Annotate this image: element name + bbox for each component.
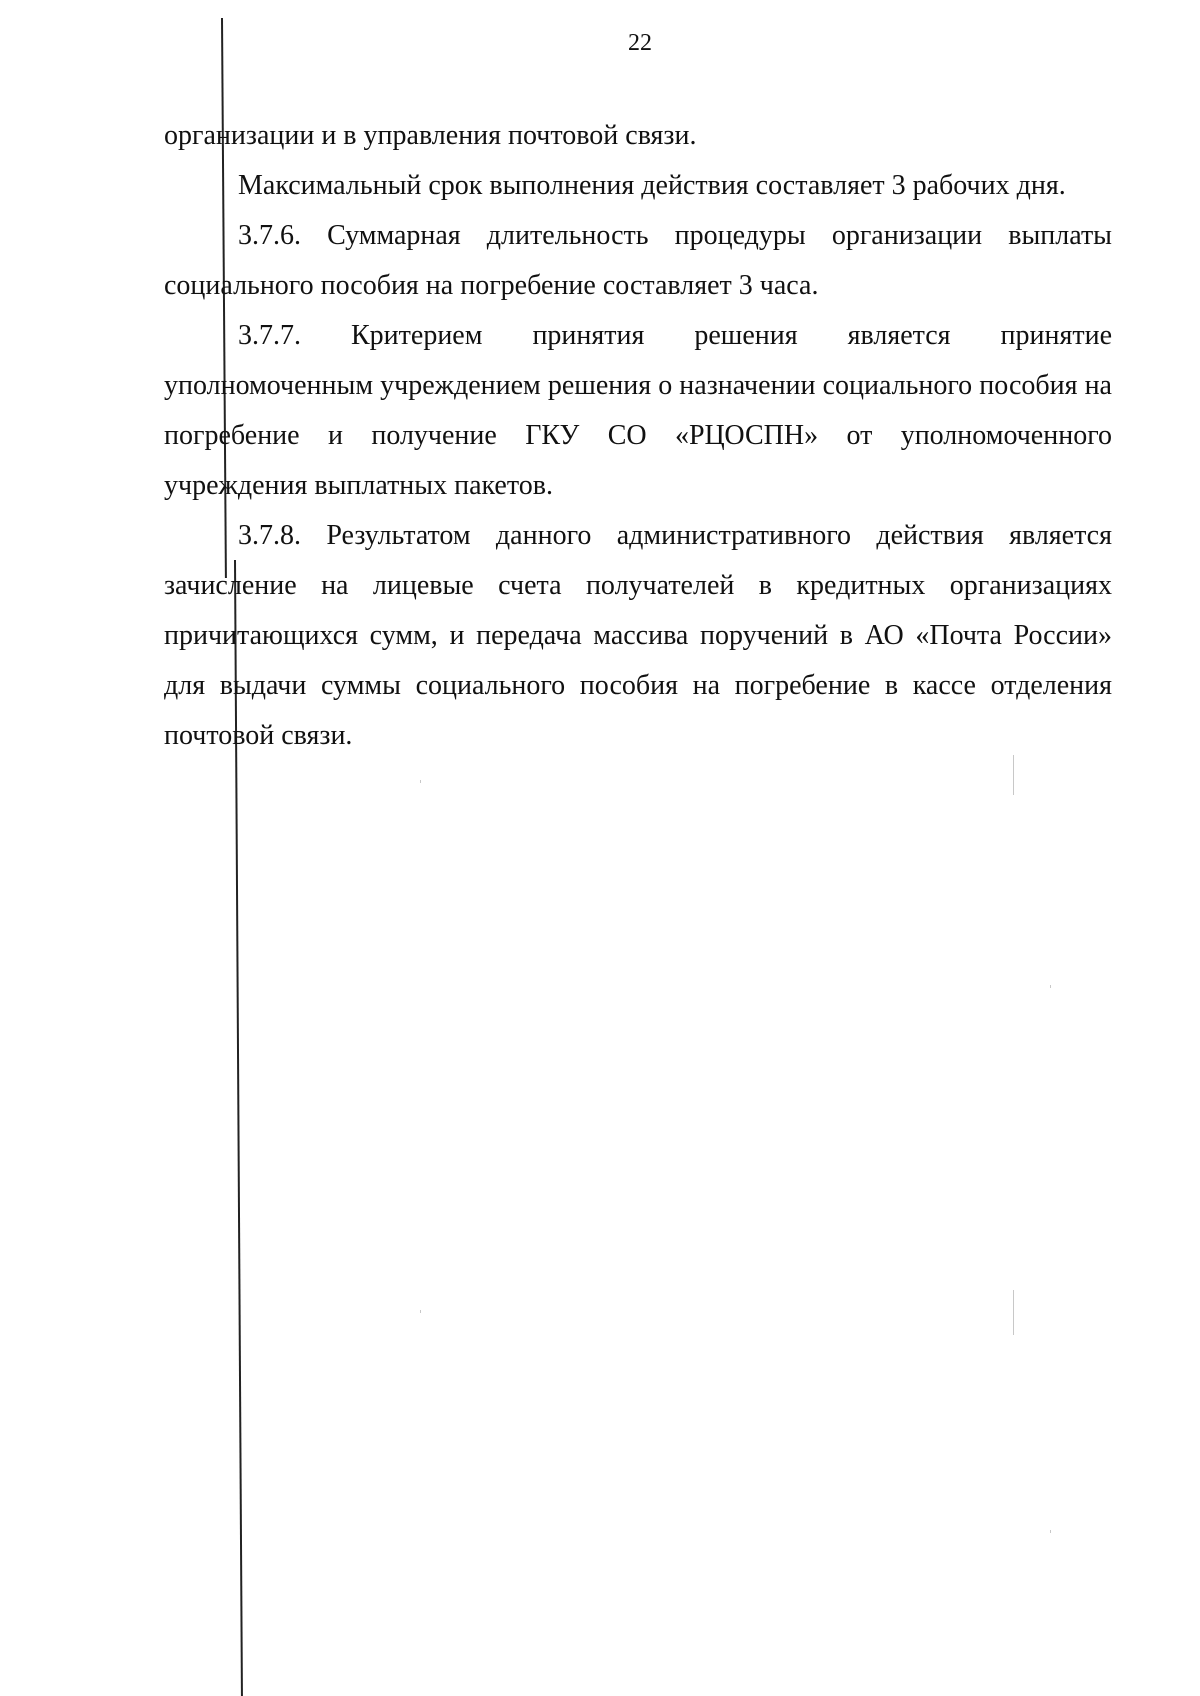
paragraph-3-7-8: 3.7.8. Результатом данного административного действия является зачисление на лицевые счета получателей в кредитных организациях причитающихся сумм, и передача массива поручений в АО «Почта России» для выдачи суммы социального пособия на погребение в кассе отделения почтовой связи.: [164, 520, 1112, 751]
page-number: 22: [628, 30, 652, 56]
document-body: [164, 111, 1112, 761]
paragraph-max-duration: Максимальный срок выполнения действия составляет 3 рабочих дня.: [238, 170, 1066, 201]
scan-speck: [1013, 755, 1014, 795]
scan-speck: [1050, 1530, 1051, 1533]
paragraph-3-7-7: 3.7.7. Критерием принятия решения является принятие уполномоченным учреждением решения о назначении социального пособия на погребение и получение ГКУ СО «РЦОСПН» от уполномоченного учреждения выплатных пакетов.: [164, 320, 1112, 501]
scan-speck: [420, 780, 421, 783]
scan-speck: [1013, 1290, 1014, 1335]
scan-speck: [1050, 985, 1051, 988]
paragraph-3-7-6: 3.7.6. Суммарная длительность процедуры организации выплаты социального пособия на погребение составляет 3 часа.: [164, 220, 1112, 301]
scan-speck: [420, 1310, 421, 1313]
paragraph-continuation: организации и в управления почтовой связи.: [164, 120, 697, 151]
